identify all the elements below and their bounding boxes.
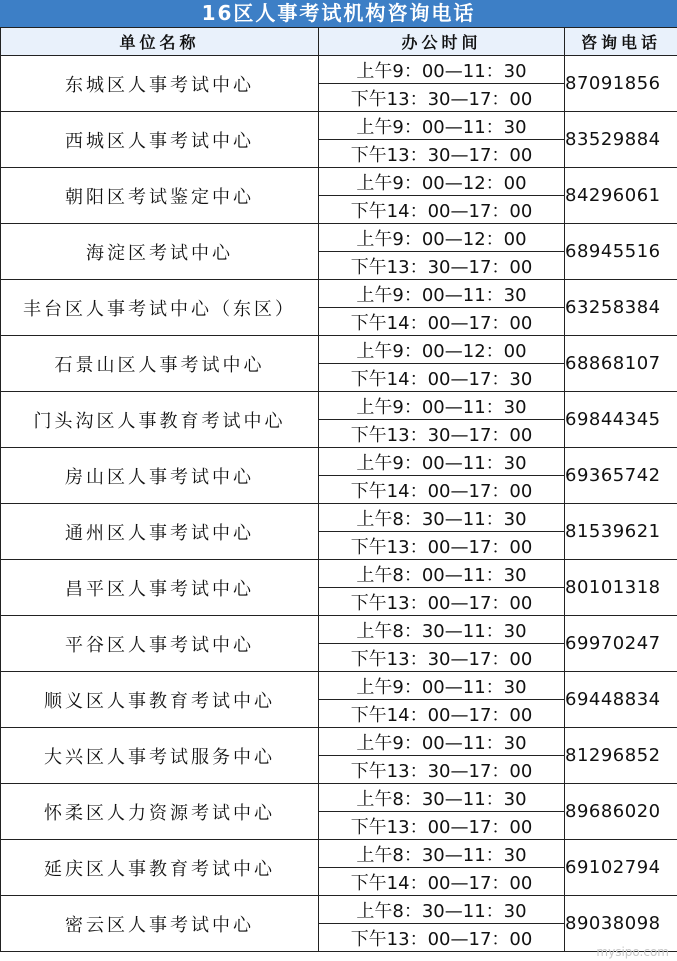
unit-name-cell: 通州区人事考试中心 (1, 504, 319, 560)
unit-name-cell: 顺义区人事教育考试中心 (1, 672, 319, 728)
table-row (1, 280, 677, 308)
afternoon-hours-cell: 下午13：30—17：00 (319, 644, 565, 672)
table-header-row (1, 28, 677, 56)
table-row (1, 840, 677, 868)
morning-hours-cell: 上午9：00—11：30 (319, 56, 565, 84)
table-row (1, 336, 677, 364)
table-body (1, 56, 677, 952)
table-row (1, 616, 677, 644)
unit-name-cell: 平谷区人事考试中心 (1, 616, 319, 672)
table-row (1, 560, 677, 588)
unit-name-cell: 海淀区考试中心 (1, 224, 319, 280)
afternoon-hours-cell: 下午13：30—17：00 (319, 252, 565, 280)
phone-number-cell: 89038098 (565, 896, 677, 952)
unit-name-cell: 门头沟区人事教育考试中心 (1, 392, 319, 448)
morning-hours-cell: 上午8：30—11：30 (319, 784, 565, 812)
watermark: mysipo.com (596, 945, 669, 959)
unit-name-cell: 大兴区人事考试服务中心 (1, 728, 319, 784)
phone-number-cell: 68868107 (565, 336, 677, 392)
unit-name-cell: 西城区人事考试中心 (1, 112, 319, 168)
morning-hours-cell: 上午9：00—11：30 (319, 112, 565, 140)
table-row (1, 168, 677, 196)
table-row (1, 728, 677, 756)
morning-hours-cell: 上午9：00—11：30 (319, 448, 565, 476)
afternoon-hours-cell: 下午13：30—17：00 (319, 84, 565, 112)
afternoon-hours-cell: 下午13：30—17：00 (319, 420, 565, 448)
header-phone: 咨询电话 (565, 28, 677, 56)
table-row (1, 672, 677, 700)
afternoon-hours-cell: 下午13：00—17：00 (319, 812, 565, 840)
page-title: 16区人事考试机构咨询电话 (0, 0, 677, 27)
phone-number-cell: 69844345 (565, 392, 677, 448)
morning-hours-cell: 上午8：30—11：30 (319, 896, 565, 924)
afternoon-hours-cell: 下午14：00—17：00 (319, 308, 565, 336)
unit-name-cell: 怀柔区人力资源考试中心 (1, 784, 319, 840)
afternoon-hours-cell: 下午14：00—17：30 (319, 364, 565, 392)
unit-name-cell: 房山区人事考试中心 (1, 448, 319, 504)
phone-number-cell: 83529884 (565, 112, 677, 168)
afternoon-hours-cell: 下午14：00—17：00 (319, 700, 565, 728)
morning-hours-cell: 上午9：00—12：00 (319, 224, 565, 252)
unit-name-cell: 丰台区人事考试中心（东区） (1, 280, 319, 336)
phone-number-cell: 68945516 (565, 224, 677, 280)
morning-hours-cell: 上午9：00—11：30 (319, 672, 565, 700)
phone-number-cell: 69448834 (565, 672, 677, 728)
morning-hours-cell: 上午8：00—11：30 (319, 560, 565, 588)
afternoon-hours-cell: 下午14：00—17：00 (319, 476, 565, 504)
morning-hours-cell: 上午8：30—11：30 (319, 840, 565, 868)
table-row (1, 56, 677, 84)
table-row (1, 392, 677, 420)
table-row (1, 224, 677, 252)
phone-number-cell: 63258384 (565, 280, 677, 336)
phone-number-cell: 69365742 (565, 448, 677, 504)
phone-number-cell: 80101318 (565, 560, 677, 616)
afternoon-hours-cell: 下午13：00—17：00 (319, 924, 565, 952)
afternoon-hours-cell: 下午14：00—17：00 (319, 196, 565, 224)
table-row (1, 504, 677, 532)
unit-name-cell: 延庆区人事教育考试中心 (1, 840, 319, 896)
header-hours: 办公时间 (319, 28, 565, 56)
afternoon-hours-cell: 下午14：00—17：00 (319, 868, 565, 896)
afternoon-hours-cell: 下午13：30—17：00 (319, 756, 565, 784)
afternoon-hours-cell: 下午13：00—17：00 (319, 532, 565, 560)
morning-hours-cell: 上午8：30—11：30 (319, 504, 565, 532)
phone-number-cell: 81296852 (565, 728, 677, 784)
phone-number-cell: 69102794 (565, 840, 677, 896)
table-row (1, 448, 677, 476)
morning-hours-cell: 上午9：00—11：30 (319, 392, 565, 420)
unit-name-cell: 朝阳区考试鉴定中心 (1, 168, 319, 224)
table-row (1, 784, 677, 812)
table-row (1, 896, 677, 924)
unit-name-cell: 昌平区人事考试中心 (1, 560, 319, 616)
table-row (1, 112, 677, 140)
morning-hours-cell: 上午9：00—11：30 (319, 280, 565, 308)
phone-number-cell: 87091856 (565, 56, 677, 112)
morning-hours-cell: 上午8：30—11：30 (319, 616, 565, 644)
phone-number-cell: 89686020 (565, 784, 677, 840)
unit-name-cell: 石景山区人事考试中心 (1, 336, 319, 392)
morning-hours-cell: 上午9：00—11：30 (319, 728, 565, 756)
contact-table (0, 27, 677, 952)
phone-number-cell: 84296061 (565, 168, 677, 224)
unit-name-cell: 密云区人事考试中心 (1, 896, 319, 952)
phone-number-cell: 81539621 (565, 504, 677, 560)
afternoon-hours-cell: 下午13：30—17：00 (319, 140, 565, 168)
afternoon-hours-cell: 下午13：00—17：00 (319, 588, 565, 616)
morning-hours-cell: 上午9：00—12：00 (319, 168, 565, 196)
phone-number-cell: 69970247 (565, 616, 677, 672)
unit-name-cell: 东城区人事考试中心 (1, 56, 319, 112)
header-unit: 单位名称 (1, 28, 319, 56)
morning-hours-cell: 上午9：00—12：00 (319, 336, 565, 364)
